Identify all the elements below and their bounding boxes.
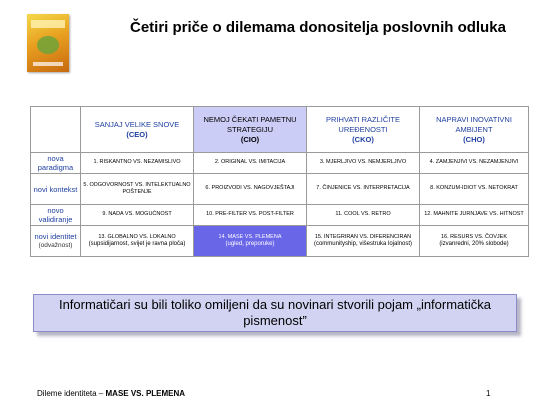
table-row [31, 174, 529, 205]
cover-illustration [37, 36, 59, 54]
cell-title: 8. KONZUM-IDIOT VS. NETOKRAT [430, 185, 518, 192]
column-header-abbr: (CIO) [240, 134, 260, 144]
column-header-name: NAPRAVI INOVATIVNI AMBIJENT [436, 114, 512, 134]
column-header-name: SANJAJ VELIKE SNOVE [94, 119, 180, 129]
cell-title: 13. GLOBALNO VS. LOKALNO [98, 233, 176, 240]
cell-title: 4. ZAMJENJIVI VS. NEZAMJENJIVI [429, 159, 519, 166]
table-cell [420, 205, 529, 226]
column-header-ceo [81, 107, 194, 153]
cell-title: 3. MJERLJIVO VS. NEMJERLJIVO [319, 159, 407, 166]
column-header-cko [307, 107, 420, 153]
cell-title: 15. INTEGRIRAN VS. DIFERENCIRAN [314, 233, 412, 240]
table-cell [81, 226, 194, 257]
cell-title: 5. ODGOVORNOST VS. INTELEKTUALNO POŠTENJE [83, 181, 191, 195]
row-label [31, 153, 81, 174]
cell-title: 9. NADA VS. MOGUĆNOST [102, 211, 172, 218]
cell-subtitle: (izvanredni, 20% slobode) [439, 241, 509, 247]
column-header-abbr: (CHO) [463, 134, 485, 144]
cover-footer-bar [33, 62, 63, 66]
table-row [31, 205, 529, 226]
row-label-sub: (odvažnost) [38, 242, 73, 249]
row-label-text: novi kontekst [33, 184, 78, 194]
cell-title: 2. ORIGINAL VS. IMITACIJA [214, 159, 286, 166]
row-label [31, 174, 81, 205]
table-cell [307, 174, 420, 205]
cell-title: 6. PROIZVODI VS. NAGOVJEŠTAJI [205, 185, 295, 192]
cell-title: 11. COOL VS. RETRO [335, 211, 391, 218]
cell-title: 14. MASE VS. PLEMENA [218, 233, 282, 240]
cell-subtitle: (supsidijarnost, svijet je ravna ploča) [88, 241, 186, 247]
table-cell [194, 205, 307, 226]
table-cell [81, 205, 194, 226]
row-label [31, 205, 81, 226]
table-cell [420, 226, 529, 257]
table-cell [307, 205, 420, 226]
table-header-row [31, 107, 529, 153]
page-number: 1 [486, 389, 491, 398]
footer-title: MASE VS. PLEMENA [105, 389, 186, 398]
row-label [31, 226, 81, 257]
dilemma-table [30, 106, 529, 257]
corner-cell [31, 107, 81, 153]
table-row [31, 226, 529, 257]
column-header-abbr: (CEO) [126, 129, 148, 139]
table-cell [420, 153, 529, 174]
cell-title: 12. MAHNITE JURNJAVE VS. HITNOST [424, 211, 524, 218]
book-cover-image [27, 14, 69, 72]
cell-subtitle: (ugled, preporuke) [225, 241, 275, 247]
table-cell [194, 153, 307, 174]
table-cell [307, 153, 420, 174]
table-cell [81, 153, 194, 174]
cell-title: 7. ČINJENICE VS. INTERPRETACIJA [316, 185, 410, 192]
column-header-abbr: (CKO) [352, 134, 374, 144]
row-label-text: novo validiranje [38, 206, 73, 224]
cell-subtitle: (communityship, višestruka lojalnost) [313, 241, 413, 247]
callout-box [33, 294, 517, 332]
table-cell [307, 226, 420, 257]
cell-title: 10. PRE-FILTER VS. POST-FILTER [206, 211, 294, 218]
column-header-cio [194, 107, 307, 153]
table-cell-highlighted [194, 226, 307, 257]
table-cell [81, 174, 194, 205]
cell-title: 1. RISKANTNO VS. NEZAMISLIVO [93, 159, 181, 166]
footer-prefix: Dileme identiteta – [37, 389, 104, 398]
column-header-cho [420, 107, 529, 153]
callout-text: Informatičari su bili toliko omiljeni da su novinari stvorili pojam „informatička pismenost” [58, 297, 492, 328]
cover-band [31, 20, 65, 28]
row-label-text: nova paradigma [37, 154, 74, 172]
column-header-name: PRIHVATI RAZLIČITE UREĐENOSTI [326, 114, 400, 134]
cell-title: 16. RESURS VS. ČOVJEK [440, 233, 508, 240]
footer-caption [37, 389, 185, 398]
table-cell [194, 174, 307, 205]
table-row [31, 153, 529, 174]
row-label-text: novi identitet [34, 232, 77, 241]
table-cell [420, 174, 529, 205]
page-title: Četiri priče o dilemama donositelja poslovnih odluka [130, 19, 506, 36]
column-header-name: NEMOJ ČEKATI PAMETNU STRATEGIJU [203, 114, 297, 134]
